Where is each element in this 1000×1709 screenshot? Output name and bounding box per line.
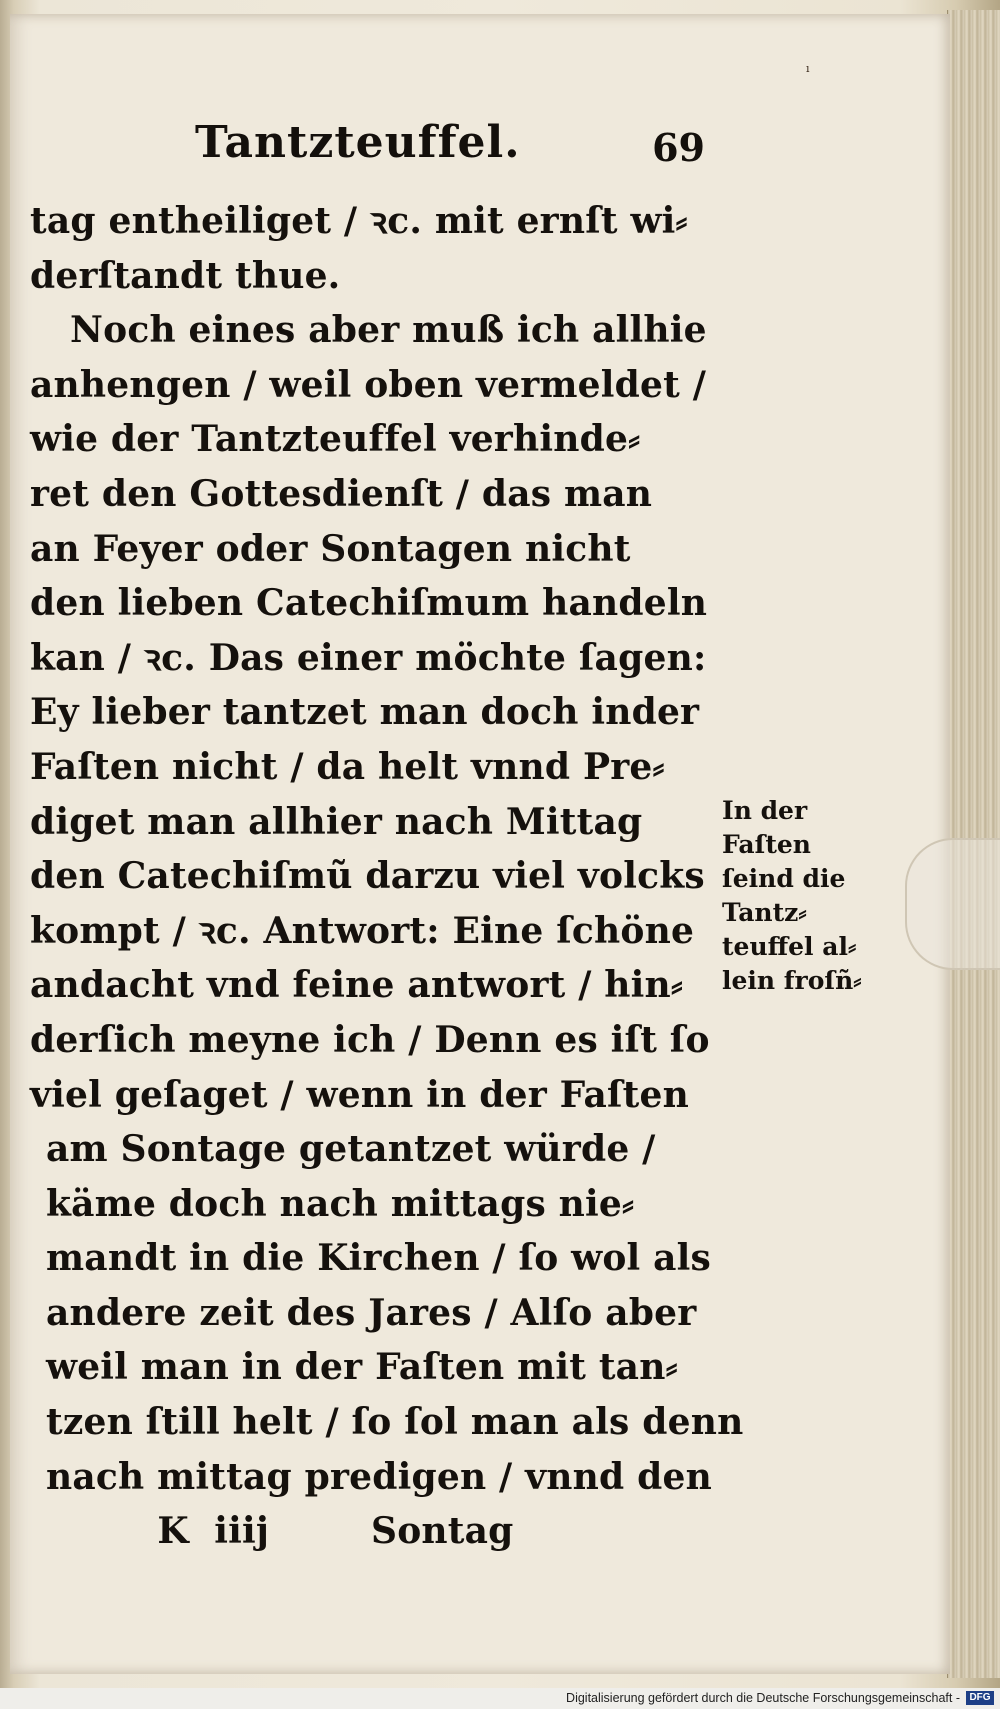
marginal-note	[722, 794, 912, 998]
body-text	[30, 194, 744, 1559]
marginal-line: Tantz⸗	[722, 898, 807, 927]
text-line: diget man allhier nach Mittag	[30, 800, 643, 843]
text-line: am Sontage getantzet würde /	[46, 1128, 656, 1171]
text-line: derſtandt thue.	[30, 254, 341, 297]
text-line: an Feyer oder Sontagen nicht	[30, 527, 631, 570]
text-line: andacht vnd feine antwort / hin⸗	[30, 964, 684, 1007]
text-line: derſich meyne ich / Denn es iſt ſo	[30, 1018, 710, 1061]
funding-credit: Digitalisierung gefördert durch die Deutsche Forschungsgemeinschaft -	[566, 1691, 960, 1705]
running-title: Tantzteuffel.	[195, 117, 521, 168]
text-line: wie der Tantzteuffel verhinde⸗	[30, 418, 641, 461]
text-line: Faſten nicht / da helt vnnd Pre⸗	[30, 745, 665, 788]
marginal-line: In der	[722, 796, 808, 825]
page-number: 69	[652, 125, 705, 170]
page-clip	[905, 838, 1000, 970]
marginal-line: ſeind die	[722, 864, 846, 893]
text-line: andere zeit des Jares / Alſo aber	[46, 1291, 697, 1334]
text-line: weil man in der Faſten mit tan⸗	[46, 1346, 678, 1389]
marginal-line: lein froſñ⸗	[722, 966, 862, 995]
corner-mark: ı	[806, 62, 810, 75]
marginal-line: teuffel al⸗	[722, 932, 857, 961]
marginal-line: Faſten	[722, 830, 811, 859]
text-line: ret den Gottesdienſt / das man	[30, 472, 653, 515]
text-line: käme doch nach mittags nie⸗	[46, 1182, 635, 1225]
text-line: kan / ꝛc. Das einer möchte ſagen:	[30, 636, 707, 679]
text-line: nach mittag predigen / vnnd den	[46, 1455, 712, 1498]
text-line: Ey lieber tantzet man doch inder	[30, 691, 700, 734]
text-line: den lieben Catechiſmum handeln	[30, 582, 708, 625]
footer-bar	[0, 1688, 1000, 1709]
running-head	[195, 117, 705, 181]
text-line: tag entheiliget / ꝛc. mit ernſt wi⸗	[30, 200, 688, 242]
book-page	[10, 14, 950, 1674]
text-line: tzen ſtill helt / ſo ſol man als denn	[46, 1401, 744, 1444]
text-line: kompt / ꝛc. Antwort: Eine ſchöne	[30, 909, 695, 952]
text-line: Noch eines aber muß ich allhie	[70, 309, 707, 352]
catchword-line: K iiij Sontag	[30, 1510, 514, 1553]
text-line: mandt in die Kirchen / ſo wol als	[46, 1237, 712, 1280]
text-line: anhengen / weil oben vermeldet /	[30, 363, 707, 406]
dfg-logo: DFG	[966, 1691, 994, 1705]
text-line: viel geſaget / wenn in der Faſten	[30, 1073, 689, 1116]
text-line: den Catechiſmũ darzu viel volcks	[30, 855, 705, 898]
